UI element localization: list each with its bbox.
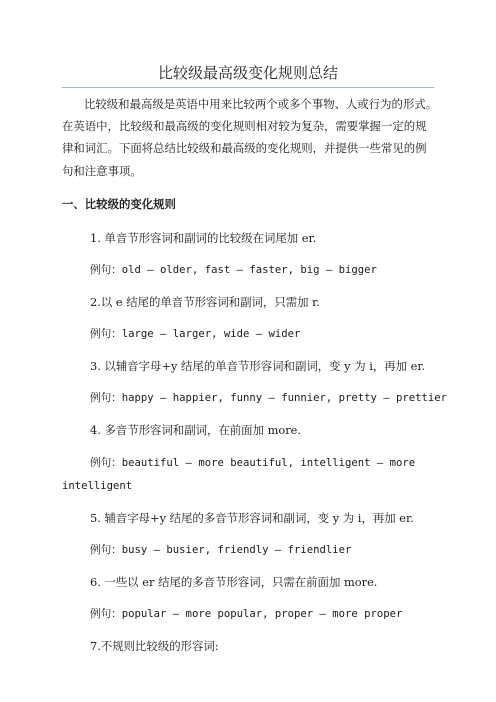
intro-line-2: 在英语中，比较级和最高级的变化规则相对较为复杂，需要掌握一定的规 [62, 119, 427, 133]
rule-5: 5. 辅音字母+y 结尾的多音节形容词和副词，变 y 为 i，再加 er. [90, 511, 414, 525]
rule-2-example: 例句：large – larger, wide – wider [90, 328, 301, 340]
intro-line-1: 比较级和最高级是英语中用来比较两个或多个事物、人或行为的形式。 [84, 97, 438, 111]
title-underline [62, 87, 434, 88]
rule-7: 7.不规则比较级的形容词: [90, 639, 219, 653]
intro-line-3: 律和词汇。下面将总结比较级和最高级的变化规则，并提供一些常见的例 [62, 141, 427, 155]
rule-4-example-cont: intelligent [62, 480, 133, 492]
section-heading: 一、比较级的变化规则 [62, 197, 176, 211]
rule-3: 3. 以辅音字母+y 结尾的单音节形容词和副词，变 y 为 i，再加 er. [90, 359, 426, 373]
rule-6-example: 例句：popular – more popular, proper – more proper [90, 608, 403, 620]
document-title: 比较级最高级变化规则总结 [157, 64, 338, 82]
rule-4-example: 例句：beautiful – more beautiful, intelligent – more [90, 457, 416, 469]
rule-4: 4. 多音节形容词和副词，在前面加 more. [90, 423, 302, 437]
rule-6: 6. 一些以 er 结尾的多音节形容词，只需在前面加 more. [90, 575, 378, 589]
rule-3-example: 例句：happy – happier, funny – funnier, pretty – prettier [90, 392, 448, 404]
rule-1: 1. 单音节形容词和副词的比较级在词尾加 er. [90, 231, 317, 245]
rule-2: 2.以 e 结尾的单音节形容词和副词，只需加 r. [90, 295, 320, 309]
rule-5-example: 例句：busy – busier, friendly – friendlier [90, 544, 352, 556]
rule-1-example: 例句：old – older, fast – faster, big – bigger [90, 264, 377, 276]
intro-line-4: 句和注意事项。 [62, 164, 142, 178]
